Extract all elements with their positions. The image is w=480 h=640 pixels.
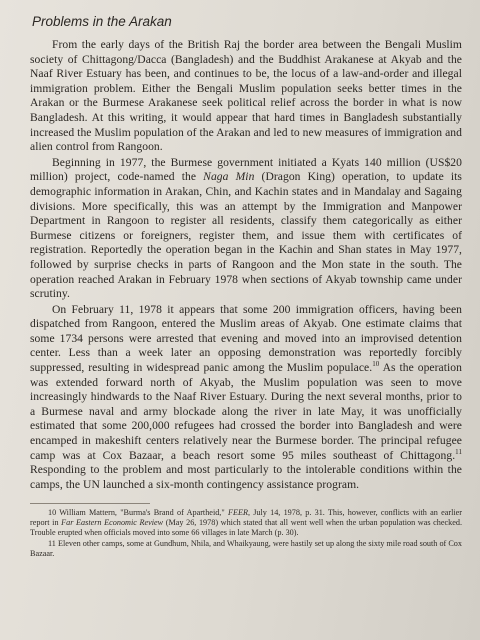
paragraph-1: [30, 38, 462, 155]
footnote-11: [30, 539, 462, 558]
body-text: [30, 38, 462, 492]
text-run: Beginning in 1977, the Burmese government initiated a Kyats 140 million (US$20 million) project, code-named the: [30, 155, 462, 184]
paragraph-3: [30, 303, 462, 493]
text-run: On February 11, 1978 it appears that some 200 immigration officers, having been dispatched from Rangoon, entered the Muslim areas of Akyab. One estimate claims that some 1734 persons were arrested that evening and moved into an improvised detention center. Less than a week later an opposing demonstration was reportedly forcibly suppressed, resulting in widespread panic among the Muslim populace.: [30, 302, 462, 375]
section-heading: Problems in the Arakan: [32, 14, 172, 29]
paragraph-2: [30, 156, 462, 302]
italic-text: FEER: [227, 508, 248, 518]
text-run: From the early days of the British Raj the border area between the Bengali Muslim society of Chittagong/Dacca (Bangladesh) and the Buddhist Arakanese at Akyab and the Naaf River Estuary has been, and continues to be, the locus of a law-and-order and illegal immigration problem. Either the Bengali Muslim population seeks better times in the Arakan or the Burmese Arakanese seek political relief across the border in what is now Bangladesh. At this writing, it would appear that hard times in Bangladesh substantially increased the Muslim population of the Arakan and led to new measures of immigration and alien control from Rangoon.: [30, 38, 462, 154]
text-run: As the operation was extended forward north of Akyab, the Muslim population was seen to move increasingly hindwards to the Naaf River Estuary. During the next several months, prior to a Burmese naval and army blockade along the river in late May, it was unofficially estimated that some 200,000 refugees had crossed the border into Bangladesh and were encamped in makeshift centers relatively near the Burmese border. The principal refugee camp was at Cox Bazaar, a beach resort some 95 miles southeast of Chittagong.: [30, 361, 462, 462]
footnote-marker: 10: [372, 360, 380, 369]
text-run: (May 26, 1978) which stated that all went well when the urban population was checked. Trouble erupted when officials moved into some 66 villages in late March (p. 30).: [30, 518, 462, 537]
footnote-marker: 11: [455, 447, 462, 456]
footnote-10: [30, 508, 462, 537]
text-run: , July 14, 1978, p. 31. This, however, conflicts with an earlier report in: [30, 508, 462, 527]
text-run: 10 William Mattern, "Burma's Brand of Apartheid,": [48, 508, 228, 518]
italic-text: Far Eastern Economic Review: [61, 518, 164, 527]
italic-text: Naga Min: [203, 170, 255, 184]
text-run: Responding to the problem and most particularly to the intolerable conditions within the camps, the UN launched a six-month contingency assistance program.: [30, 463, 462, 491]
footnotes: [30, 508, 462, 558]
text-run: (Dragon King) operation, to update its demographic information in Arakan, Chin, and Kachin states and in Mandalay and Sagaing divisions. More specifically, this was an attempt by the Immigration and Manpower Department in Rangoon to register all residents, classify them categorically as either Burmese citizens or foreigners, register them, and issue them with certificates of registration. Reportedly the operation began in the Kachin and Shan states in May 1977, followed by surprise checks in parts of Rangoon and the Mon state in the south. The operation reached Arakan in February 1978 when sections of Akyab township came under scrutiny.: [30, 170, 462, 301]
text-run: 11 Eleven other camps, some at Gundhum, Nhila, and Whaikyaung, were hastily set up along the sixty mile road south of Cox Bazaar.: [30, 539, 462, 558]
